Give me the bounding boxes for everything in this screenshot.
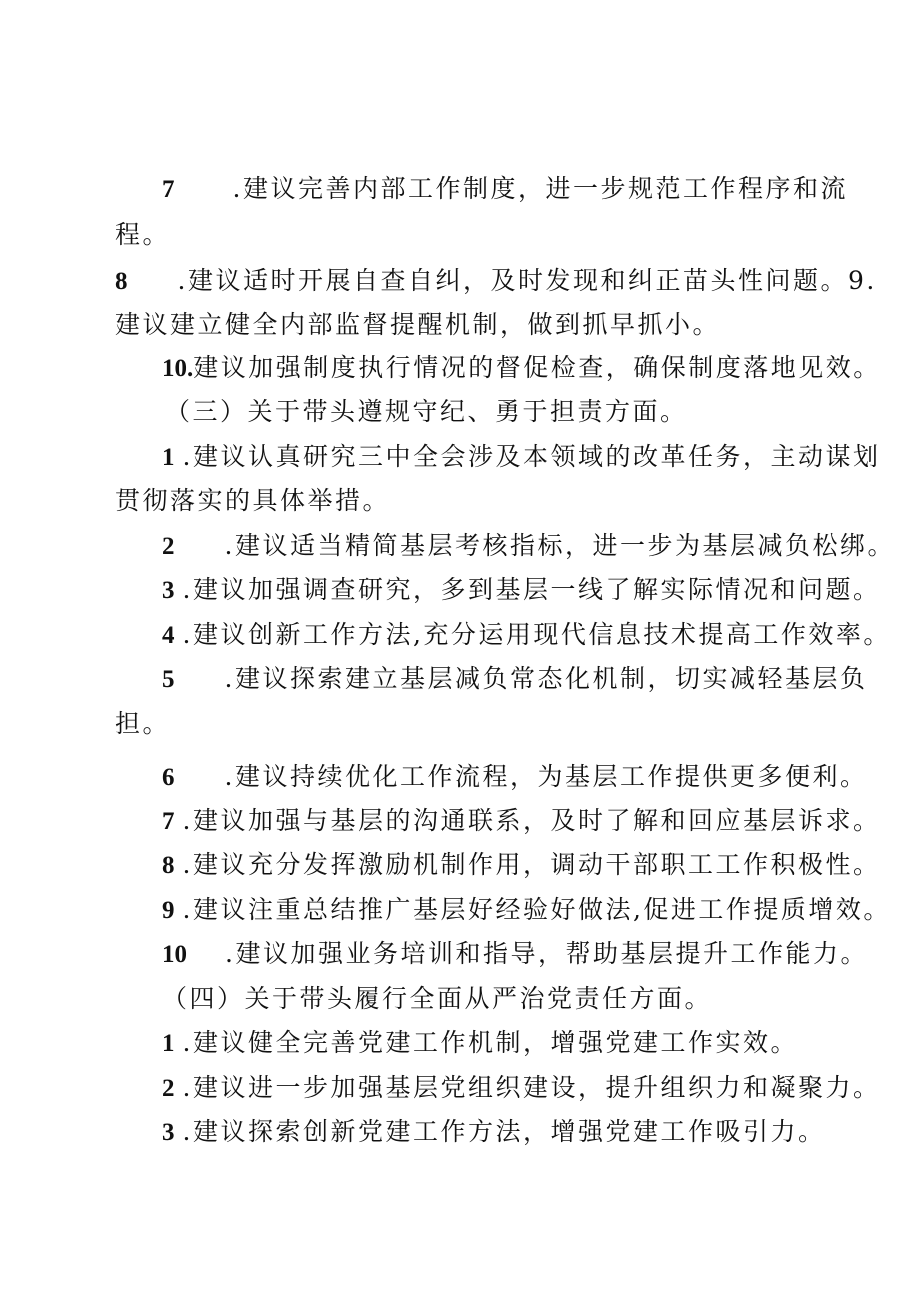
item-text: .建议加强业务培训和指导，帮助基层提升工作能力。 [225,939,868,968]
list-item [162,618,891,652]
item-number: 6 [162,764,175,791]
section-heading [165,395,688,429]
list-item [162,440,880,474]
item-text: .建议探索建立基层减负常态化机制，切实减轻基层负 [224,664,868,693]
list-item [162,351,881,385]
item-text: .建议加强调查研究，多到基层一线了解实际情况和问题。 [182,575,881,604]
list-item [162,172,848,206]
item-number: 2 [162,1075,175,1102]
item-text: .建议加强与基层的沟通联系，及时了解和回应基层诉求。 [182,806,881,835]
item-number: 1 [162,444,175,471]
item-text: .建议注重总结推广基层好经验好做法,促进工作提质增效。 [182,895,891,924]
list-item [162,1071,880,1105]
item-text: .建议完善内部工作制度，进一步规范工作程序和流 [232,174,848,203]
list-item [162,893,891,927]
item-text: 担。 [115,709,171,738]
item-number: 5 [162,666,175,693]
item-text: 建议建立健全内部监督提醒机制，做到抓早抓小。 [115,310,721,339]
item-text: .建议适当精简基层考核指标，进一步为基层减负松绑。 [224,531,895,560]
item-number: 8 [115,268,128,295]
item-text: .建议探索创新党建工作方法，增强党建工作吸引力。 [182,1117,826,1146]
list-item [162,848,880,882]
list-item-continuation [115,218,170,252]
section-heading-text: （三）关于带头遵规守纪、勇于担责方面。 [165,397,688,426]
item-text: 贯彻落实的具体举措。 [115,486,391,515]
item-text: .建议创新工作方法,充分运用现代信息技术提高工作效率。 [182,620,891,649]
item-text: .建议健全完善党建工作机制，增强党建工作实效。 [182,1028,798,1057]
item-number: 7 [162,808,175,835]
item-text: .建议进一步加强基层党组织建设，提升组织力和凝聚力。 [182,1073,881,1102]
list-item-continuation [115,707,170,741]
item-number: 3 [162,1119,175,1146]
list-item-continuation [115,308,720,342]
item-number: 3 [162,577,175,604]
item-text: .建议充分发挥激励机制作用，调动干部职工工作积极性。 [182,850,881,879]
item-number: 8 [162,852,175,879]
list-item [162,573,880,607]
list-item [162,1115,825,1149]
list-item [162,804,880,838]
item-number: 7 [162,176,175,203]
item-number: 9 [162,897,175,924]
item-number: 10 [162,941,187,968]
list-item [162,1026,798,1060]
item-number: 1 [162,1030,175,1057]
item-number: 10. [162,355,194,382]
list-item [162,937,868,971]
item-number: 2 [162,533,175,560]
section-heading [162,982,712,1016]
list-item-continuation [115,484,390,518]
item-text: .建议持续优化工作流程，为基层工作提供更多便利。 [224,762,868,791]
list-item [115,264,877,298]
section-heading-text: （四）关于带头履行全面从严治党责任方面。 [162,984,713,1013]
list-item [162,760,867,794]
item-text: 建议加强制度执行情况的督促检查，确保制度落地见效。 [193,353,881,382]
item-text: .建议适时开展自查自纠，及时发现和纠正苗头性问题。9. [177,266,877,295]
list-item [162,529,895,563]
item-text: .建议认真研究三中全会涉及本领域的改革任务，主动谋划 [182,442,881,471]
item-text: 程。 [115,220,171,249]
item-number: 4 [162,622,175,649]
list-item [162,662,867,696]
